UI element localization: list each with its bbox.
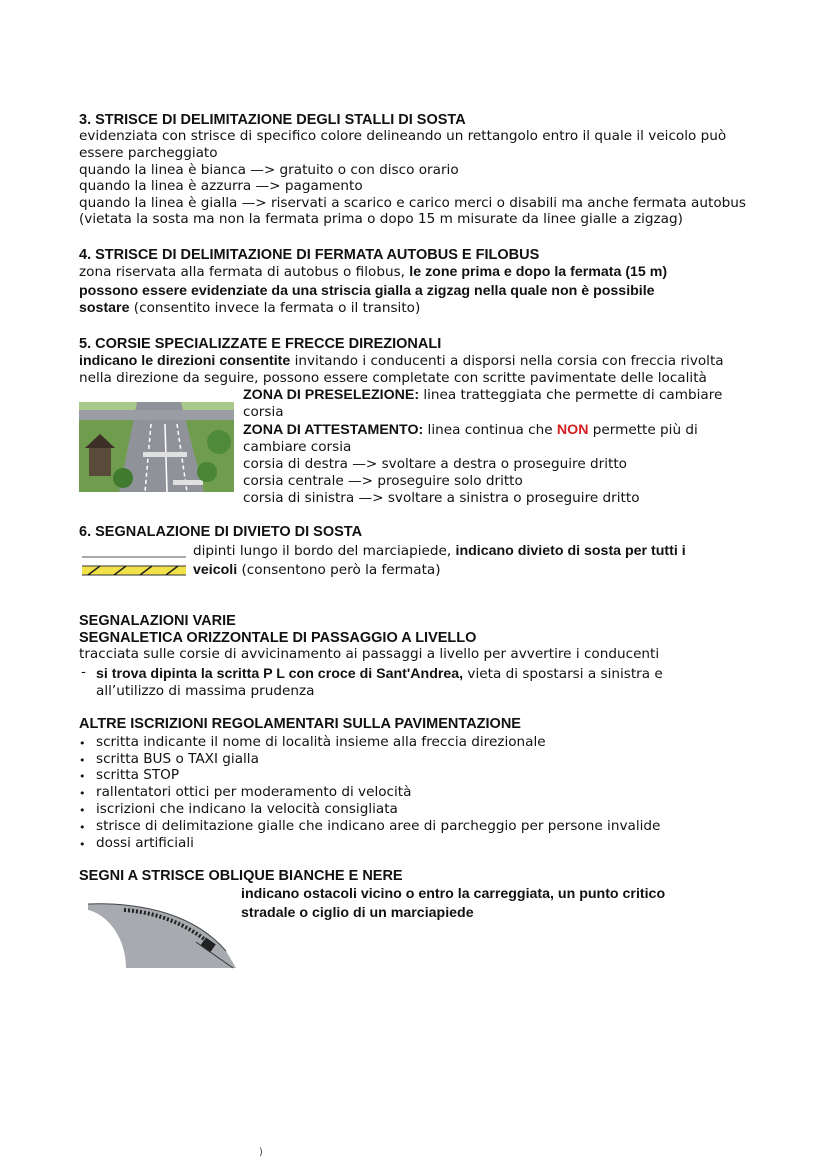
zona-attestamento: ZONA DI ATTESTAMENTO: linea continua che NON permette più di <box>243 422 698 438</box>
s5-line-1: indicano le direzioni consentite invitando i conducenti a disporsi nella corsia con freccia rivolta <box>79 353 724 369</box>
s3-line-2: essere parcheggiato <box>79 145 218 161</box>
s4-line-2: possono essere evidenziate da una striscia gialla a zigzag nella quale non è possibile <box>79 283 655 299</box>
bullet: • <box>79 821 86 834</box>
s3-line-4: quando la linea è azzurra —> pagamento <box>79 178 363 194</box>
s6-line-2: veicoli (consentono però la fermata) <box>193 562 441 578</box>
section-5-title: 5. CORSIE SPECIALIZZATE E FRECCE DIREZIONALI <box>79 336 442 352</box>
segni-line-1: indicano ostacoli vicino o entro la carreggiata, un punto critico <box>241 886 666 902</box>
segni-line-2: stradale o ciglio di un marciapiede <box>241 905 474 921</box>
altre-item-3: scritta STOP <box>96 767 180 783</box>
segni-title: SEGNI A STRISCE OBLIQUE BIANCHE E NERE <box>79 868 403 884</box>
footer-mark: ) <box>259 1147 263 1158</box>
varie-line-3: all’utilizzo di massima prudenza <box>96 683 315 699</box>
altre-item-4: rallentatori ottici per moderamento di velocità <box>96 784 412 800</box>
corsia-sinistra: corsia di sinistra —> svoltare a sinistra o proseguire dritto <box>243 490 640 506</box>
road-curve-illustration <box>86 896 236 970</box>
varie-line-2: si trova dipinta la scritta P L con croce di Sant'Andrea, vieta di spostarsi a sinistra e <box>96 666 663 682</box>
altre-item-1: scritta indicante il nome di località insieme alla freccia direzionale <box>96 734 546 750</box>
s3-line-5: quando la linea è gialla —> riservati a scarico e carico merci o disabili ma anche fermata autobus <box>79 195 746 211</box>
corsia-centrale: corsia centrale —> proseguire solo dritto <box>243 473 523 489</box>
altre-item-6: strisce di delimitazione gialle che indicano aree di parcheggio per persone invalide <box>96 818 661 834</box>
zona-preselezione: ZONA DI PRESELEZIONE: linea tratteggiata che permette di cambiare <box>243 387 723 403</box>
zona-attestamento-2: cambiare corsia <box>243 439 352 455</box>
bullet: • <box>79 787 86 800</box>
altre-title: ALTRE ISCRIZIONI REGOLAMENTARI SULLA PAVIMENTAZIONE <box>79 716 521 732</box>
bullet: • <box>79 737 86 750</box>
intersection-illustration <box>79 402 234 492</box>
s6-line-1: dipinti lungo il bordo del marciapiede, indicano divieto di sosta per tutti i <box>193 543 686 559</box>
s3-line-1: evidenziata con strisce di specifico colore delineando un rettangolo entro il quale il veicolo può <box>79 128 727 144</box>
bullet: • <box>79 770 86 783</box>
s4-line-1: zona riservata alla fermata di autobus o filobus, le zone prima e dopo la fermata (15 m) <box>79 264 668 280</box>
zona-preselezione-2: corsia <box>243 404 284 420</box>
bullet: • <box>79 754 86 767</box>
s5-line-2: nella direzione da seguire, possono essere completate con scritte pavimentate delle località <box>79 370 707 386</box>
corsia-destra: corsia di destra —> svoltare a destra o proseguire dritto <box>243 456 628 472</box>
varie-subtitle: SEGNALETICA ORIZZONTALE DI PASSAGGIO A LIVELLO <box>79 630 477 646</box>
section-6-title: 6. SEGNALAZIONE DI DIVIETO DI SOSTA <box>79 524 363 540</box>
bullet: • <box>79 804 86 817</box>
s3-line-6: (vietata la sosta ma non la fermata prima o dopo 15 m misurate da linee gialle a zigzag) <box>79 211 683 227</box>
s4-line-3: sostare (consentito invece la fermata o il transito) <box>79 300 421 316</box>
altre-item-2: scritta BUS o TAXI gialla <box>96 751 259 767</box>
varie-line-1: tracciata sulle corsie di avvicinamento ai passaggi a livello per avvertire i conducenti <box>79 646 660 662</box>
altre-item-7: dossi artificiali <box>96 835 194 851</box>
altre-item-5: iscrizioni che indicano la velocità consigliata <box>96 801 398 817</box>
s3-line-3: quando la linea è bianca —> gratuito o con disco orario <box>79 162 459 178</box>
varie-dash: - <box>81 664 86 680</box>
bullet: • <box>79 838 86 851</box>
varie-title: SEGNALAZIONI VARIE <box>79 613 236 629</box>
zigzag-curb-illustration <box>80 550 188 578</box>
section-4-title: 4. STRISCE DI DELIMITAZIONE DI FERMATA AUTOBUS E FILOBUS <box>79 247 540 263</box>
section-3-title: 3. STRISCE DI DELIMITAZIONE DEGLI STALLI DI SOSTA <box>79 112 466 128</box>
